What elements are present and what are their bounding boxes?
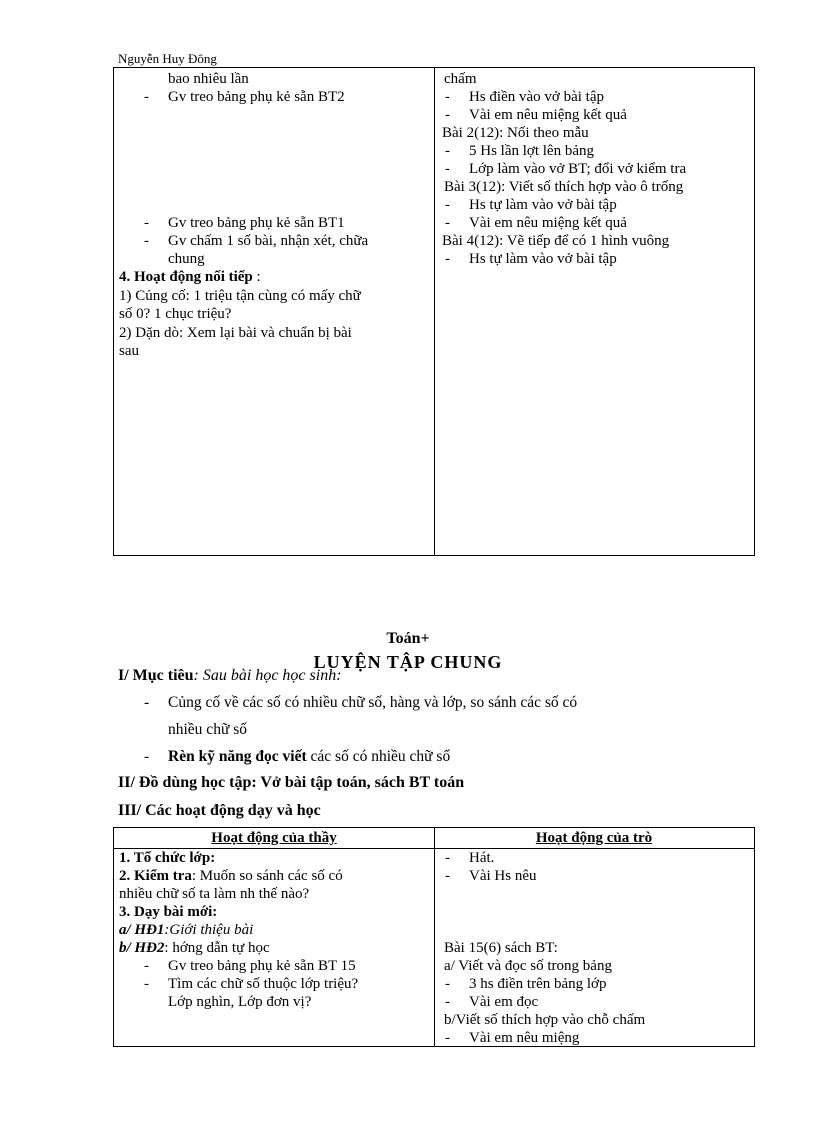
lesson-title: LUYỆN TẬP CHUNG bbox=[313, 652, 503, 672]
table-cell-text: Bài 15(6) sách BT: bbox=[444, 940, 558, 956]
table-cell-text: nhiều chữ số ta làm nh thế nào? bbox=[119, 886, 310, 902]
table-cell-rest: : hớng dẫn tự học bbox=[164, 940, 270, 956]
table-cell-text: 2) Dặn dò: Xem lại bài và chuẩn bị bài bbox=[119, 325, 352, 341]
objectives-heading bbox=[118, 667, 342, 685]
table-cell-bold: a/ HĐ1 bbox=[119, 922, 165, 938]
table-cell-text: b/Viết số thích hợp vào chỗ chấm bbox=[444, 1012, 646, 1028]
table-cell-text: Bài 4(12): Vẽ tiếp để có 1 hình vuông bbox=[442, 233, 670, 249]
table-cell-text: - Vài em nêu miệng kết quả bbox=[469, 214, 627, 232]
table-cell-text: bao nhiêu lần bbox=[168, 71, 249, 87]
table-cell-text: - Vài em đọc bbox=[469, 993, 538, 1011]
section-heading-suffix: : bbox=[252, 269, 261, 285]
top-lesson-table bbox=[113, 67, 755, 556]
table-column-divider bbox=[434, 68, 435, 555]
objective-item bbox=[168, 748, 450, 766]
table-cell-bold: 2. Kiểm tra bbox=[119, 868, 192, 884]
table-cell-text: số 0? 1 chục triệu? bbox=[119, 306, 232, 322]
table-header-left bbox=[114, 829, 434, 847]
table-header-right-text: Hoạt động của trò bbox=[535, 830, 653, 846]
table-cell-text: Bài 2(12): Nối theo mẫu bbox=[442, 125, 589, 141]
table-cell-text: 3. Dạy bài mới: bbox=[119, 904, 218, 920]
table-cell-text: - Gv treo bảng phụ kẻ sẵn BT 15 bbox=[168, 957, 356, 975]
table-cell-text: 1) Củng cố: 1 triệu tận cùng có mấy chữ bbox=[119, 288, 361, 304]
objective-item: nhiều chữ số bbox=[168, 721, 247, 738]
table-header-left-text: Hoạt động của thầy bbox=[211, 830, 337, 846]
table-cell-text: - Hs điền vào vở bài tập bbox=[469, 88, 604, 106]
table-cell-text: - Vài em nêu miệng kết quả bbox=[469, 106, 627, 124]
table-column-divider bbox=[434, 828, 435, 1046]
table-cell-text: - 3 hs điền trên bảng lớp bbox=[469, 975, 607, 993]
activities-table bbox=[113, 827, 755, 1047]
subject-title: Toán+ bbox=[386, 630, 430, 647]
objective-item-rest: các số có nhiều chữ số bbox=[306, 748, 451, 765]
table-cell-text: Bài 3(12): Viết số thích hợp vào ô trống bbox=[444, 179, 684, 195]
table-cell-text: - Gv treo bảng phụ kẻ sẵn BT1 bbox=[168, 214, 345, 232]
section-heading-label: 4. Hoạt động nối tiếp bbox=[119, 269, 253, 285]
table-cell-text: - Hs tự làm vào vở bài tập bbox=[469, 250, 617, 268]
table-cell-text: - Gv treo bảng phụ kẻ sẵn BT2 bbox=[168, 88, 345, 106]
table-cell-text: - Hát. bbox=[469, 849, 494, 867]
table-cell-rest: :Giới thiệu bài bbox=[164, 922, 254, 938]
table-cell-text: - Vài em nêu miệng bbox=[469, 1029, 579, 1047]
table-cell-rest: : Muốn so sánh các số có bbox=[191, 868, 343, 884]
objective-item-bold: Rèn kỹ năng đọc viết bbox=[168, 748, 307, 765]
table-cell-text: a/ Viết và đọc số trong bảng bbox=[444, 958, 612, 974]
table-cell-text bbox=[119, 921, 253, 939]
table-header-right bbox=[434, 829, 754, 847]
table-cell-text: - 5 Hs lần lợt lên bảng bbox=[469, 142, 594, 160]
table-cell-text: 1. Tổ chức lớp: bbox=[119, 850, 216, 866]
table-cell-text: - Vài Hs nêu bbox=[469, 867, 537, 885]
table-cell-text: - Hs tự làm vào vở bài tập bbox=[469, 196, 617, 214]
author-name: Nguyễn Huy Đông bbox=[118, 51, 217, 66]
materials-heading: II/ Đồ dùng học tập: Vở bài tập toán, sách BT toán bbox=[118, 774, 465, 791]
table-cell-text: - Gv chấm 1 số bài, nhận xét, chữa bbox=[168, 232, 368, 250]
activities-heading: III/ Các hoạt động dạy và học bbox=[118, 802, 321, 819]
table-cell-text: - Lớp làm vào vở BT; đổi vở kiểm tra bbox=[469, 160, 686, 178]
table-cell-text bbox=[119, 939, 270, 957]
objectives-label: I/ Mục tiêu bbox=[118, 667, 194, 684]
table-cell-text: - Tìm các chữ số thuộc lớp triệu? bbox=[168, 975, 358, 993]
table-cell-text: sau bbox=[119, 343, 139, 359]
table-cell-text: chung bbox=[168, 251, 205, 267]
table-cell-text: chấm bbox=[444, 71, 477, 87]
objectives-intro: : Sau bài học học sinh: bbox=[193, 667, 342, 684]
objective-item: - Củng cố về các số có nhiều chữ số, hàng và lớp, so sánh các số có bbox=[168, 694, 577, 712]
table-cell-bold: b/ HĐ2 bbox=[119, 940, 165, 956]
section-heading bbox=[119, 268, 261, 286]
table-cell-text bbox=[119, 867, 343, 885]
table-cell-text: Lớp nghìn, Lớp đơn vị? bbox=[168, 994, 312, 1010]
